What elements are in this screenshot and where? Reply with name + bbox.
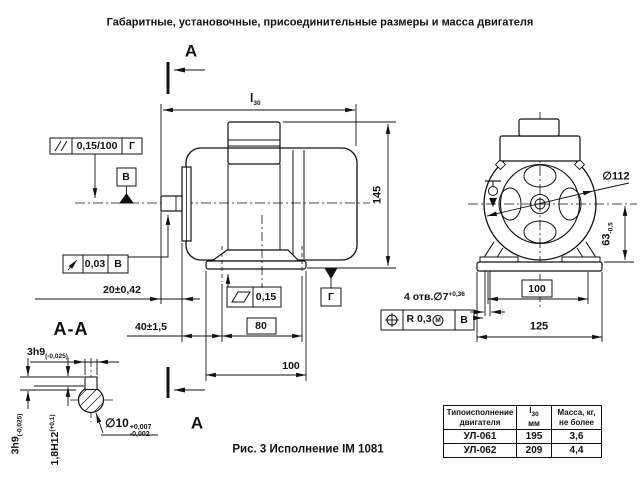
dim-100-end: 100 (528, 282, 546, 295)
dim-40: 40±1,5 (134, 320, 168, 333)
position-datum: В (460, 313, 468, 326)
spec-col3-header: Масса, кг, не более (552, 406, 602, 430)
holes-note: 4 $отв.\emptyset 7^{+0,36}$ (404, 291, 465, 303)
table-row (444, 430, 602, 444)
spec-cell: 4,4 (552, 444, 602, 458)
flatness-value: 0,15 (255, 290, 277, 303)
spec-col1-header: Типоисполнение двигателя (444, 406, 517, 430)
dim-20: 20±0,42 (103, 283, 141, 296)
spec-cell: УЛ-062 (444, 444, 517, 458)
dim-shaft-dia: ∅10 +0,007 -0,002 (105, 416, 152, 439)
datum-b-label: В (122, 170, 130, 183)
table-row (444, 444, 602, 458)
section-marker-a-bottom (168, 367, 205, 398)
dim-keyway-depth: $1,8H12^{(+0,1)}$ (48, 414, 61, 466)
dim-key-height: $3h9_{(-0,025)}$ (9, 413, 24, 455)
spec-cell: 209 (517, 444, 552, 458)
page-title: Габаритные, установочные, присоединительные размеры и масса двигателя (106, 16, 534, 29)
runout-datum: В (114, 257, 122, 270)
dim-key-width: $3h9_{(-0,025)}$ (27, 346, 68, 360)
figure-caption: Рис. 3 Исполнение IM 1081 (232, 443, 384, 456)
dim-125: 125 (529, 320, 549, 333)
position-value: R 0,3 M (406, 314, 443, 326)
datum-g-label: Г (328, 290, 334, 303)
spec-cell: 3,6 (552, 430, 602, 444)
motor-spec-table (443, 405, 602, 458)
dim-112: ∅112 (602, 170, 630, 183)
spec-cell: УЛ-061 (444, 430, 517, 444)
dim-holes-lines (470, 271, 505, 316)
section-label-a-bottom: A (190, 413, 204, 433)
section-marker-a-top (168, 62, 205, 94)
dim-145: 145 (371, 185, 384, 205)
section-view-title: A-A (53, 319, 89, 339)
dim-80: 80 (255, 319, 267, 332)
spec-cell: 195 (517, 430, 552, 444)
modifier-m-icon: M (433, 315, 444, 326)
parallelism-datum: Г (129, 139, 135, 152)
spec-col2-header: $l_{30}$ мм (517, 406, 552, 430)
parallelism-value: 0,15/100 (76, 139, 118, 152)
runout-value: 0,03 (84, 257, 106, 270)
section-label-a-top: A (184, 41, 198, 61)
dim-63: $63_{-0,5}$ (600, 222, 615, 246)
dim-100-side: 100 (282, 359, 300, 372)
dim-l30: $l_{30}$ (250, 91, 261, 107)
